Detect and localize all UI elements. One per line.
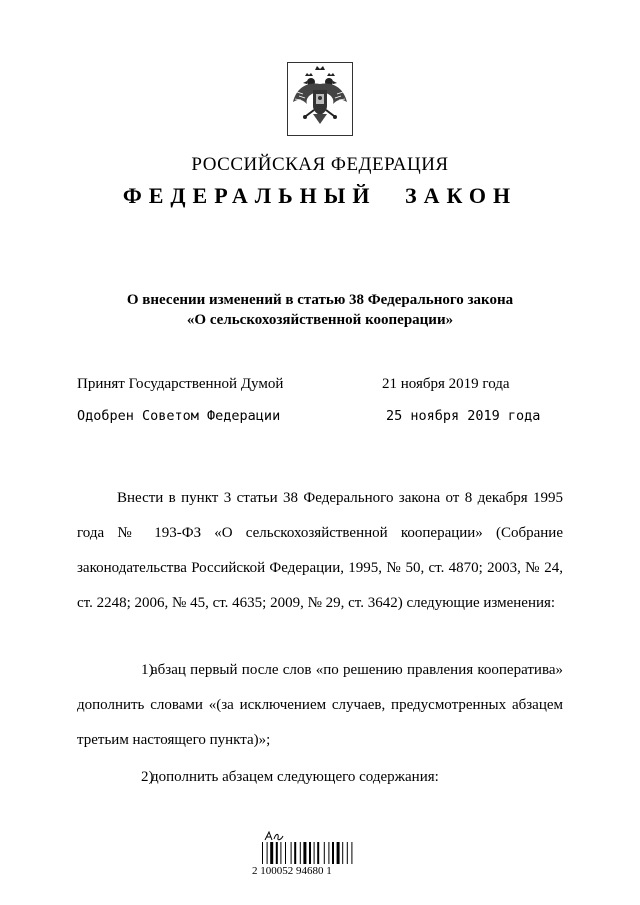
- intro-paragraph: Внести в пункт 3 статьи 38 Федерального закона от 8 декабря 1995 года № 193-ФЗ «О сельскохозяйственной кооперации» (Собрание законодательства Российской Федерации, 1995, № 50, ст. 4870; 2003, № 24, ст. 2248; 2006, № 45, ст. 4635; 2009, № 29, ст. 3642) следующие изменения:: [77, 490, 563, 611]
- law-title-line-1: О внесении изменений в статью 38 Федерального закона: [126, 292, 514, 308]
- law-title: [0, 290, 640, 330]
- barcode-icon: [262, 842, 374, 864]
- handwritten-mark-icon: [264, 829, 284, 841]
- duma-label: Принят Государственной Думой: [77, 376, 284, 392]
- list-item-1-number: 1): [141, 662, 154, 678]
- list-item-2-text: дополнить абзацем следующего содержания:: [151, 769, 439, 785]
- document-type-heading: ФЕДЕРАЛЬНЫЙ ЗАКОН: [122, 183, 518, 208]
- duma-date: 21 ноября 2019 года: [382, 376, 510, 392]
- council-label: Одобрен Советом Федерации: [77, 408, 281, 424]
- list-item-2-number: 2): [141, 769, 154, 785]
- barcode-number: 2 100052 94680 1: [252, 865, 332, 877]
- council-date: 25 ноября 2019 года: [386, 408, 541, 424]
- country-heading: РОССИЙСКАЯ ФЕДЕРАЦИЯ: [191, 154, 449, 175]
- list-item-2: [77, 760, 563, 795]
- list-item-1-text: абзац первый после слов «по решению правления кооператива» дополнить словами «(за исключением случаев, предусмотренных абзацем третьим настоящего пункта)»;: [77, 662, 563, 748]
- law-title-line-2: «О сельскохозяйственной кооперации»: [186, 312, 454, 328]
- list-item-1: [77, 653, 563, 758]
- coat-of-arms-icon: [287, 62, 353, 136]
